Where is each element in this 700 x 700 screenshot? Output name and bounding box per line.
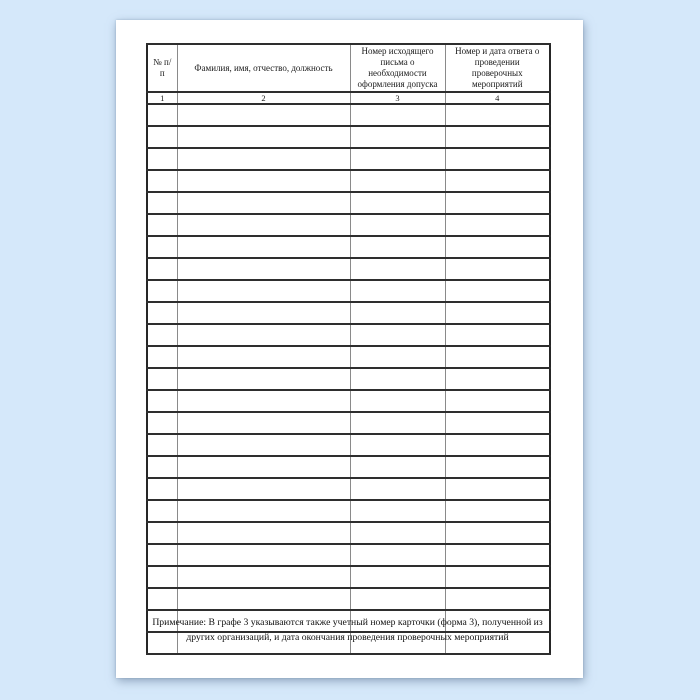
table-row — [147, 566, 550, 588]
cell-number — [147, 500, 177, 522]
cell-outgoing-letter — [350, 544, 445, 566]
cell-number — [147, 456, 177, 478]
cell-name-position — [177, 566, 350, 588]
table-row — [147, 236, 550, 258]
cell-number — [147, 104, 177, 126]
table-row — [147, 302, 550, 324]
cell-outgoing-letter — [350, 390, 445, 412]
cell-number — [147, 236, 177, 258]
cell-number — [147, 412, 177, 434]
table-row — [147, 346, 550, 368]
table-row — [147, 456, 550, 478]
cell-outgoing-letter — [350, 236, 445, 258]
cell-response — [445, 346, 550, 368]
cell-outgoing-letter — [350, 302, 445, 324]
table-row — [147, 170, 550, 192]
cell-name-position — [177, 390, 350, 412]
footnote: Примечание: В графе 3 указываются также учетный номер карточки (форма 3), полученной из других организаций, и дата окончания проведения проверочных мероприятий — [152, 617, 543, 643]
column-header-name-position: Фамилия, имя, отчество, должность — [177, 44, 350, 92]
table-row — [147, 104, 550, 126]
cell-name-position — [177, 104, 350, 126]
cell-response — [445, 148, 550, 170]
cell-number — [147, 390, 177, 412]
cell-name-position — [177, 148, 350, 170]
cell-outgoing-letter — [350, 170, 445, 192]
cell-number — [147, 522, 177, 544]
cell-response — [445, 280, 550, 302]
table-row — [147, 258, 550, 280]
records-table-body — [147, 104, 550, 654]
table-row — [147, 390, 550, 412]
table-row — [147, 478, 550, 500]
cell-outgoing-letter — [350, 522, 445, 544]
column-index-4: 4 — [445, 92, 550, 104]
cell-name-position — [177, 346, 350, 368]
cell-response — [445, 192, 550, 214]
cell-response — [445, 104, 550, 126]
cell-number — [147, 170, 177, 192]
table-row — [147, 522, 550, 544]
cell-number — [147, 302, 177, 324]
cell-response — [445, 588, 550, 610]
cell-response — [445, 302, 550, 324]
cell-outgoing-letter — [350, 192, 445, 214]
cell-name-position — [177, 170, 350, 192]
cell-response — [445, 390, 550, 412]
cell-response — [445, 434, 550, 456]
cell-name-position — [177, 236, 350, 258]
cell-name-position — [177, 280, 350, 302]
cell-number — [147, 148, 177, 170]
cell-name-position — [177, 478, 350, 500]
cell-outgoing-letter — [350, 434, 445, 456]
cell-number — [147, 258, 177, 280]
cell-name-position — [177, 126, 350, 148]
document-page — [116, 20, 583, 678]
column-header-outgoing-letter: Номер исходящего письма о необходимости оформления допуска — [350, 44, 445, 92]
table-row — [147, 126, 550, 148]
cell-response — [445, 368, 550, 390]
table-row — [147, 412, 550, 434]
cell-response — [445, 566, 550, 588]
cell-outgoing-letter — [350, 478, 445, 500]
cell-name-position — [177, 544, 350, 566]
cell-name-position — [177, 214, 350, 236]
cell-response — [445, 544, 550, 566]
cell-outgoing-letter — [350, 324, 445, 346]
cell-number — [147, 214, 177, 236]
column-index-1: 1 — [147, 92, 177, 104]
cell-name-position — [177, 434, 350, 456]
table-row — [147, 214, 550, 236]
cell-number — [147, 368, 177, 390]
table-row — [147, 280, 550, 302]
cell-name-position — [177, 258, 350, 280]
cell-name-position — [177, 368, 350, 390]
records-table — [146, 43, 551, 655]
cell-response — [445, 500, 550, 522]
column-header-response: Номер и дата ответа о проведении проверочных мероприятий — [445, 44, 550, 92]
header-row — [147, 44, 550, 92]
cell-response — [445, 478, 550, 500]
cell-response — [445, 126, 550, 148]
cell-outgoing-letter — [350, 126, 445, 148]
cell-name-position — [177, 324, 350, 346]
cell-name-position — [177, 302, 350, 324]
cell-outgoing-letter — [350, 500, 445, 522]
records-table-header — [147, 44, 550, 104]
table-row — [147, 500, 550, 522]
cell-response — [445, 214, 550, 236]
cell-outgoing-letter — [350, 456, 445, 478]
cell-name-position — [177, 500, 350, 522]
cell-number — [147, 588, 177, 610]
cell-outgoing-letter — [350, 566, 445, 588]
cell-number — [147, 478, 177, 500]
cell-name-position — [177, 412, 350, 434]
table-row — [147, 588, 550, 610]
cell-response — [445, 258, 550, 280]
cell-number — [147, 192, 177, 214]
table-row — [147, 324, 550, 346]
cell-outgoing-letter — [350, 368, 445, 390]
cell-response — [445, 456, 550, 478]
cell-name-position — [177, 588, 350, 610]
cell-number — [147, 324, 177, 346]
cell-number — [147, 566, 177, 588]
cell-outgoing-letter — [350, 148, 445, 170]
cell-name-position — [177, 456, 350, 478]
table-row — [147, 148, 550, 170]
cell-response — [445, 170, 550, 192]
cell-outgoing-letter — [350, 104, 445, 126]
table-row — [147, 192, 550, 214]
cell-outgoing-letter — [350, 258, 445, 280]
cell-response — [445, 412, 550, 434]
cell-name-position — [177, 522, 350, 544]
cell-response — [445, 522, 550, 544]
cell-number — [147, 434, 177, 456]
cell-number — [147, 346, 177, 368]
cell-outgoing-letter — [350, 280, 445, 302]
table-row — [147, 368, 550, 390]
table-row — [147, 434, 550, 456]
column-index-3: 3 — [350, 92, 445, 104]
column-index-row — [147, 92, 550, 104]
cell-outgoing-letter — [350, 588, 445, 610]
cell-number — [147, 126, 177, 148]
column-header-number: № п/п — [147, 44, 177, 92]
cell-number — [147, 280, 177, 302]
cell-outgoing-letter — [350, 412, 445, 434]
column-index-2: 2 — [177, 92, 350, 104]
cell-name-position — [177, 192, 350, 214]
cell-response — [445, 324, 550, 346]
cell-outgoing-letter — [350, 214, 445, 236]
cell-response — [445, 236, 550, 258]
cell-outgoing-letter — [350, 346, 445, 368]
table-row — [147, 544, 550, 566]
cell-number — [147, 544, 177, 566]
